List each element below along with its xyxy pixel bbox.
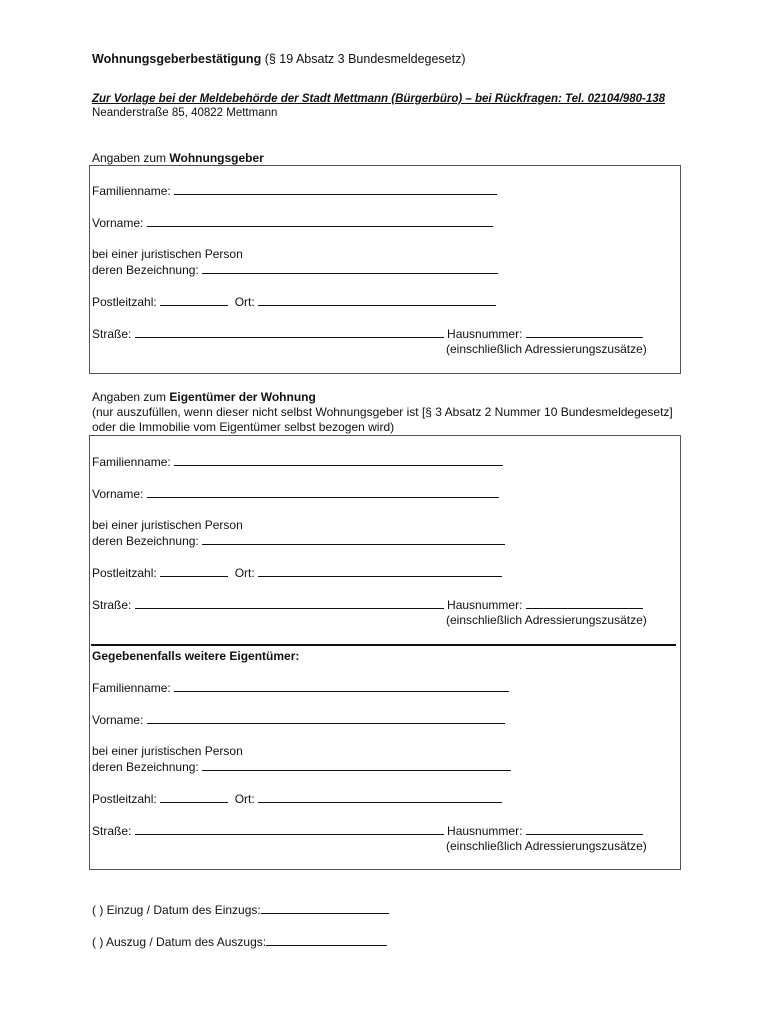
plz-label: Postleitzahl: bbox=[92, 792, 157, 806]
bezeichnung-label: deren Bezeichnung: bbox=[92, 760, 199, 774]
section-landlord-prefix: Angaben zum bbox=[92, 151, 170, 165]
vorname-label: Vorname: bbox=[92, 487, 144, 501]
landlord-adresszusatz: (einschließlich Adressierungszusätze) bbox=[446, 342, 647, 356]
owner-note-line2: oder die Immobilie vom Eigentümer selbst bezogen wird) bbox=[92, 420, 395, 434]
einzug-date-field[interactable] bbox=[261, 902, 389, 914]
ort-label: Ort: bbox=[234, 566, 255, 580]
familienname-label: Familienname: bbox=[92, 184, 171, 198]
landlord-vorname-row bbox=[92, 215, 493, 230]
owner-separator bbox=[91, 644, 676, 646]
further-plz-field[interactable] bbox=[160, 791, 228, 803]
owner-jur-person-label: bei einer juristischen Person bbox=[92, 518, 243, 532]
einzug-row[interactable] bbox=[92, 902, 389, 917]
section-landlord-bold: Wohnungsgeber bbox=[169, 151, 264, 165]
form-title bbox=[92, 52, 466, 66]
owner-adresszusatz: (einschließlich Adressierungszusätze) bbox=[446, 613, 647, 627]
further-familienname-row bbox=[92, 680, 509, 695]
auszug-label: ( ) Auszug / Datum des Auszugs: bbox=[92, 935, 267, 949]
further-bezeichnung-field[interactable] bbox=[202, 759, 511, 771]
bezeichnung-label: deren Bezeichnung: bbox=[92, 534, 199, 548]
landlord-strasse-row bbox=[92, 326, 643, 341]
auszug-row[interactable] bbox=[92, 934, 387, 949]
landlord-bezeichnung-field[interactable] bbox=[202, 262, 498, 274]
landlord-hausnummer-field[interactable] bbox=[526, 326, 643, 338]
form-title-rest: (§ 19 Absatz 3 Bundesmeldegesetz) bbox=[261, 52, 466, 66]
owner-bezeichnung-field[interactable] bbox=[202, 533, 505, 545]
owner-plz-ort-row bbox=[92, 565, 502, 580]
bezeichnung-label: deren Bezeichnung: bbox=[92, 263, 199, 277]
landlord-strasse-field[interactable] bbox=[135, 326, 444, 338]
familienname-label: Familienname: bbox=[92, 455, 171, 469]
familienname-label: Familienname: bbox=[92, 681, 171, 695]
further-strasse-field[interactable] bbox=[135, 823, 444, 835]
strasse-label: Straße: bbox=[92, 327, 132, 341]
landlord-plz-field[interactable] bbox=[160, 294, 228, 306]
further-jur-person-label: bei einer juristischen Person bbox=[92, 744, 243, 758]
further-vorname-row bbox=[92, 712, 505, 727]
further-bezeichnung-row bbox=[92, 759, 511, 774]
further-familienname-field[interactable] bbox=[174, 680, 509, 692]
landlord-bezeichnung-row bbox=[92, 262, 498, 277]
auszug-date-field[interactable] bbox=[266, 934, 387, 946]
further-hausnummer-field[interactable] bbox=[526, 823, 643, 835]
owner-strasse-field[interactable] bbox=[135, 597, 444, 609]
ort-label: Ort: bbox=[234, 792, 255, 806]
further-plz-ort-row bbox=[92, 791, 502, 806]
vorname-label: Vorname: bbox=[92, 216, 144, 230]
hausnummer-label: Hausnummer: bbox=[447, 598, 523, 612]
owner-familienname-row bbox=[92, 454, 503, 469]
ort-label: Ort: bbox=[234, 295, 255, 309]
plz-label: Postleitzahl: bbox=[92, 566, 157, 580]
further-strasse-row bbox=[92, 823, 643, 838]
section-owner-prefix: Angaben zum bbox=[92, 390, 170, 404]
vorname-label: Vorname: bbox=[92, 713, 144, 727]
hausnummer-label: Hausnummer: bbox=[447, 824, 523, 838]
hausnummer-label: Hausnummer: bbox=[447, 327, 523, 341]
further-owners-heading: Gegebenenfalls weitere Eigentümer: bbox=[92, 649, 300, 663]
owner-vorname-row bbox=[92, 486, 499, 501]
further-ort-field[interactable] bbox=[258, 791, 502, 803]
landlord-familienname-field[interactable] bbox=[174, 183, 497, 195]
section-landlord-heading bbox=[92, 151, 264, 165]
authority-address: Neanderstraße 85, 40822 Mettmann bbox=[92, 107, 278, 119]
owner-ort-field[interactable] bbox=[258, 565, 502, 577]
landlord-ort-field[interactable] bbox=[258, 294, 496, 306]
landlord-vorname-field[interactable] bbox=[147, 215, 493, 227]
further-adresszusatz: (einschließlich Adressierungszusätze) bbox=[446, 839, 647, 853]
plz-label: Postleitzahl: bbox=[92, 295, 157, 309]
further-vorname-field[interactable] bbox=[147, 712, 505, 724]
section-owner-bold: Eigentümer der Wohnung bbox=[169, 390, 316, 404]
owner-plz-field[interactable] bbox=[160, 565, 228, 577]
owner-strasse-row bbox=[92, 597, 643, 612]
owner-note-line1: (nur auszufüllen, wenn dieser nicht selbst Wohnungsgeber ist [§ 3 Absatz 2 Nummer 10 Bundesmeldegesetz] bbox=[92, 405, 673, 419]
authority-notice: Zur Vorlage bei der Meldebehörde der Stadt Mettmann (Bürgerbüro) – bei Rückfragen: Tel. 02104/980-138 bbox=[92, 93, 666, 105]
section-owner-heading bbox=[92, 390, 316, 404]
landlord-plz-ort-row bbox=[92, 294, 496, 309]
owner-familienname-field[interactable] bbox=[174, 454, 503, 466]
einzug-label: ( ) Einzug / Datum des Einzugs: bbox=[92, 903, 261, 917]
strasse-label: Straße: bbox=[92, 824, 132, 838]
owner-bezeichnung-row bbox=[92, 533, 505, 548]
owner-hausnummer-field[interactable] bbox=[526, 597, 643, 609]
strasse-label: Straße: bbox=[92, 598, 132, 612]
landlord-familienname-row bbox=[92, 183, 497, 198]
owner-vorname-field[interactable] bbox=[147, 486, 499, 498]
form-title-bold: Wohnungsgeberbestätigung bbox=[92, 52, 262, 66]
landlord-jur-person-label: bei einer juristischen Person bbox=[92, 247, 243, 261]
